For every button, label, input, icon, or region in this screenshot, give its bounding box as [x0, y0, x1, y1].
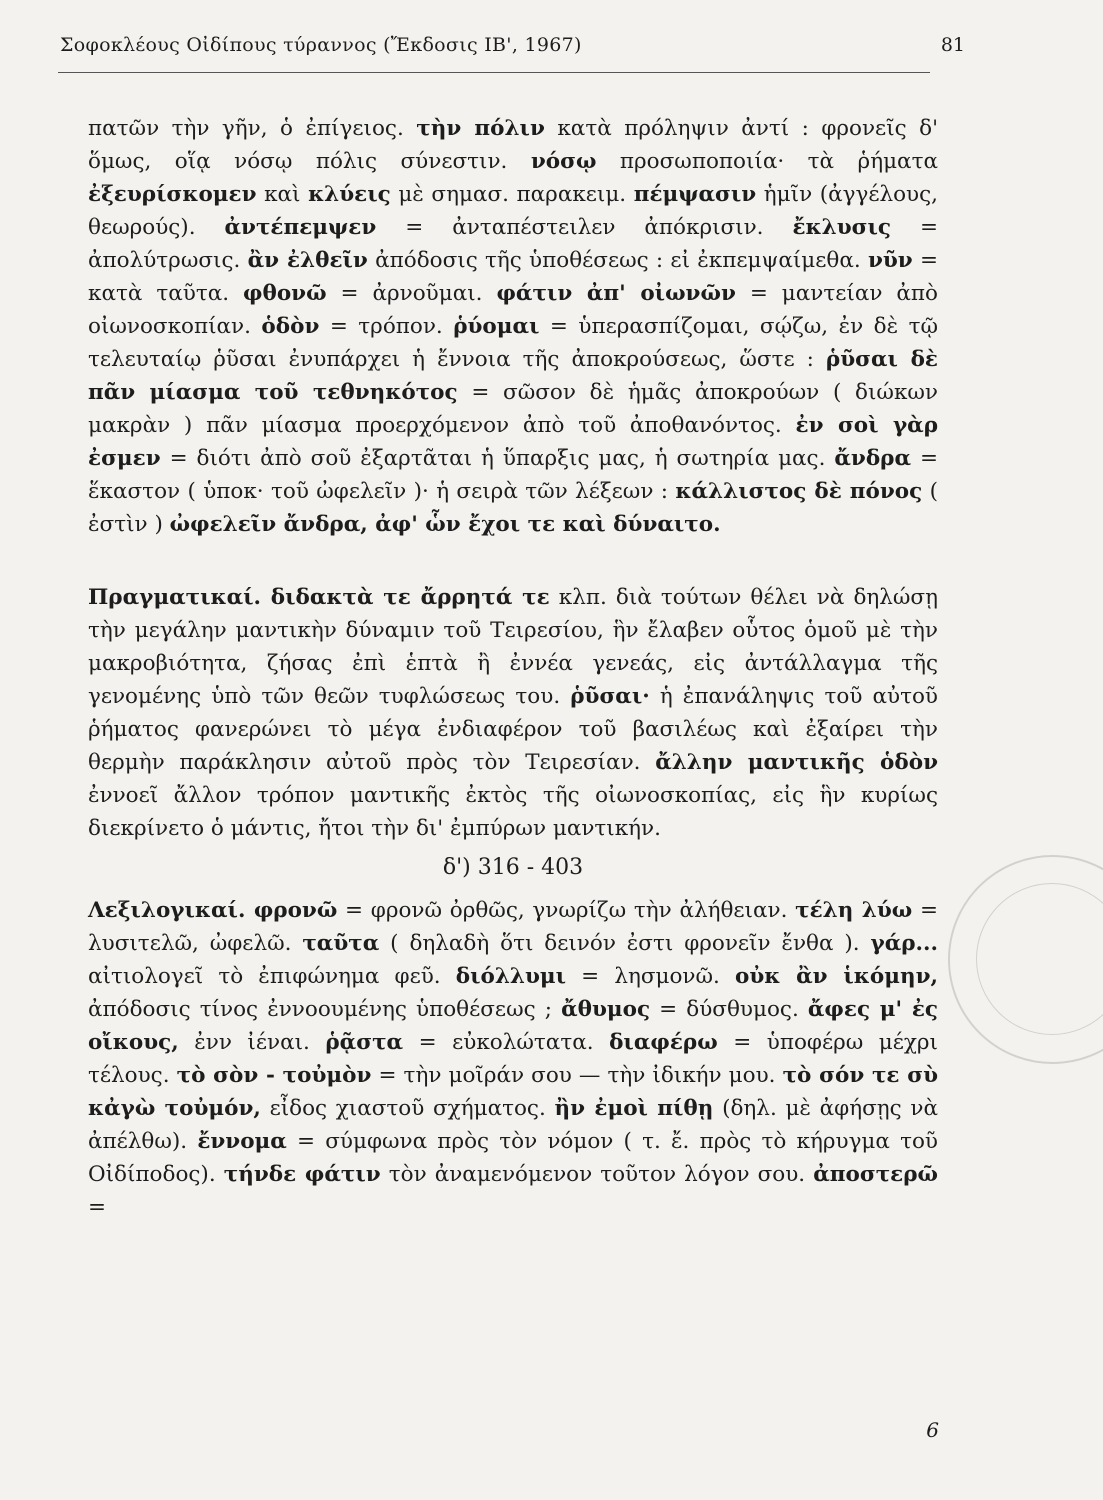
lemma-term: ἄνδρα	[834, 446, 912, 471]
paragraph-pragmatikai	[88, 581, 938, 845]
paragraph-commentary	[88, 112, 938, 541]
lemma-term: ἀντέπεμψεν	[224, 215, 377, 240]
commentary-text: = φρονῶ ὀρθῶς, γνωρίζω τὴν ἀλήθειαν.	[337, 898, 796, 923]
section-heading: δ') 316 - 403	[442, 855, 584, 880]
lemma-term: ῥῦσαι·	[570, 684, 650, 709]
lemma-term: ῥύομαι	[453, 314, 540, 339]
library-stamp-inner	[976, 883, 1103, 1035]
lemma-term: φάτιν ἀπ' οἰωνῶν	[496, 281, 736, 306]
commentary-text: = ἕκαστον ( ὑποκ· τοῦ ὠφελεῖν )· ἡ σειρὰ τῶν λέξεων :	[88, 446, 938, 504]
commentary-text: ( δηλαδὴ ὅτι δεινόν ἐστι φρονεῖν ἔνθα ).	[379, 931, 871, 956]
lemma-term: φθονῶ	[243, 281, 327, 306]
commentary-text: κατὰ πρόληψιν ἀντί : φρονεῖς δ' ὅμως, οἵᾳ νόσῳ πόλις σύνεστιν.	[88, 116, 938, 174]
lemma-term: τὸ σόν τε σὺ κἀγὼ τοὐμόν,	[88, 1063, 939, 1121]
commentary-text: = λυσιτελῶ, ὠφελῶ.	[88, 898, 938, 956]
commentary-text: μὲ σημασ. παρακειμ.	[390, 182, 634, 207]
commentary-text: εἶδος χιαστοῦ σχήματος.	[260, 1096, 555, 1121]
commentary-text: (δηλ. μὲ ἀφήσῃς νὰ ἀπέλθω).	[88, 1096, 939, 1154]
commentary-text: = ἀρνοῦμαι.	[326, 281, 497, 306]
commentary-text: ἐννοεῖ ἄλλον τρόπον μαντικῆς ἐκτὸς τῆς οἰωνοσκοπίας, εἰς ἣν κυρίως διεκρίνετο ὁ μάντις, ἤτοι τὴν δι' ἐμπύρων μαντικήν.	[88, 783, 938, 841]
lemma-term: ἢν ἐμοὶ πίθῃ	[554, 1096, 714, 1121]
commentary-text: = λησμονῶ.	[566, 964, 735, 989]
running-title: Σοφοκλέους Οἰδίπους τύραννος (Ἔκδοσις ΙΒ', 1967)	[60, 34, 582, 56]
commentary-text: = ὑπερασπίζομαι, σῴζω, ἐν δὲ τῷ τελευταίῳ ῥῦσαι ἐνυπάρχει ἡ ἔννοια τῆς ἀποκρούσεως, ὥστε :	[88, 314, 938, 372]
commentary-text: προσωποποιία· τὰ ῥήματα	[596, 149, 938, 174]
commentary-text: καὶ	[256, 182, 309, 207]
commentary-text: = τὴν μοῖράν σου — τὴν ἰδικήν μου.	[371, 1063, 783, 1088]
lemma-term: οὐκ ἂν ἱκόμην,	[734, 964, 938, 989]
signature-number: 6	[926, 1418, 939, 1442]
lemma-term: ἄθυμος	[561, 997, 651, 1022]
lemma-term: ἔννομα	[197, 1129, 287, 1154]
commentary-text: = ἀπολύτρωσις.	[88, 215, 938, 273]
lemma-term: διαφέρω	[609, 1030, 718, 1055]
commentary-text: = μαντείαν ἀπὸ οἰωνοσκοπίαν.	[88, 281, 938, 339]
lemma-term: ἄλλην μαντικῆς ὁδὸν	[655, 750, 938, 775]
lemma-term: ἐν σοὶ γὰρ ἐσμεν	[88, 413, 939, 471]
lemma-term: ταῦτα	[302, 931, 380, 956]
commentary-text: ἀπόδοσις τῆς ὑποθέσεως : εἰ ἐκπεμψαίμεθα.	[367, 248, 868, 273]
commentary-text: = ἀνταπέστειλεν ἀπόκρισιν.	[376, 215, 793, 240]
commentary-text: = ὑποφέρω μέχρι τέλους.	[88, 1030, 938, 1088]
lemma-term: τὴν πόλιν	[416, 116, 545, 141]
lemma-term: διόλλυμι	[455, 964, 567, 989]
lemma-term: κάλλιστος δὲ πόνος	[675, 479, 923, 504]
commentary-text: = σύμφωνα πρὸς τὸν νόμον ( τ. ἔ. πρὸς τὸ κήρυγμα τοῦ Οἰδίποδος).	[88, 1129, 938, 1187]
lemma-term: γάρ...	[870, 931, 939, 956]
header-rule	[58, 72, 930, 73]
lemma-term: ῥᾷστα	[325, 1030, 404, 1055]
lemma-term: ὁδὸν	[261, 314, 320, 339]
lemma-term: τὸ σὸν - τοὐμὸν	[176, 1063, 372, 1088]
lemma-term: Λεξιλογικαί. φρονῶ	[88, 898, 338, 923]
commentary-text: = σῶσον δὲ ἡμᾶς ἀποκρούων ( διώκων μακρὰν ) πᾶν μίασμα προερχόμενον ἀπὸ τοῦ ἀποθανόντος.	[88, 380, 938, 438]
commentary-text: ( ἐστὶν )	[88, 479, 938, 537]
lemma-term: ἂν ἐλθεῖν	[247, 248, 368, 273]
lemma-term: ὠφελεῖν ἄνδρα, ἀφ' ὧν ἔχοι τε καὶ δύναιτο.	[169, 512, 721, 537]
commentary-text: = τρόπον.	[319, 314, 454, 339]
lemma-term: πέμψασιν	[633, 182, 757, 207]
commentary-text: πατῶν τὴν γῆν, ὁ ἐπίγειος.	[88, 116, 417, 141]
commentary-text: =	[88, 1195, 107, 1220]
commentary-text: ἐνν ἰέναι.	[178, 1030, 326, 1055]
page-number: 81	[940, 34, 965, 56]
body-text	[88, 112, 938, 1224]
commentary-text: = διότι ἀπὸ σοῦ ἐξαρτᾶται ἡ ὕπαρξις μας, ἡ σωτηρία μας.	[160, 446, 835, 471]
lemma-term: κλύεις	[308, 182, 391, 207]
lemma-term: νόσῳ	[530, 149, 597, 174]
commentary-text: = δύσθυμος.	[650, 997, 808, 1022]
lemma-term: τέλη λύω	[795, 898, 913, 923]
lemma-term: νῦν	[867, 248, 913, 273]
commentary-text: κλπ. διὰ τούτων θέλει νὰ δηλώσῃ τὴν μεγάλην μαντικὴν δύναμιν τοῦ Τειρεσίου, ἣν ἔλαβεν οὗτος ὁμοῦ μὲ τὴν μακροβιότητα, ζήσας ἐπὶ ἑπτὰ ἢ ἐννέα γενεάς, εἰς ἀντάλλαγμα τῆς γενομένης ὑπὸ τῶν θεῶν τυφλώσεως του.	[88, 585, 938, 709]
lemma-term: τήνδε φάτιν	[223, 1162, 381, 1187]
library-stamp	[948, 855, 1103, 1064]
lemma-term: ῥῦσαι δὲ πᾶν μίασμα τοῦ τεθνηκότος	[88, 347, 938, 405]
lemma-term: ἀποστερῶ	[813, 1162, 938, 1187]
lemma-term: ἐξευρίσκομεν	[88, 182, 257, 207]
commentary-text: αἰτιολογεῖ τὸ ἐπιφώνημα φεῦ.	[88, 964, 456, 989]
commentary-text: = κατὰ ταῦτα.	[88, 248, 938, 306]
commentary-text: = εὐκολώτατα.	[403, 1030, 610, 1055]
commentary-text: ἡ ἐπανάληψις τοῦ αὐτοῦ ῥήματος φανερώνει τὸ μέγα ἐνδιαφέρον τοῦ βασιλέως καὶ ἐξαίρει τὴν θερμὴν παράκλησιν αὐτοῦ πρὸς τὸν Τειρεσίαν.	[88, 684, 938, 775]
commentary-text: τὸν ἀναμενόμενον τοῦτον λόγον σου.	[380, 1162, 814, 1187]
paragraph-lexilogikai	[88, 894, 938, 1224]
commentary-text: ἀπόδοσις τίνος ἐννοουμένης ὑποθέσεως ;	[88, 997, 562, 1022]
commentary-text: ἡμῖν (ἀγγέλους, θεωρούς).	[88, 182, 938, 240]
lemma-term: ἔκλυσις	[792, 215, 892, 240]
lemma-term: ἄφες μ' ἐς οἴκους,	[88, 997, 939, 1055]
lemma-term: Πραγματικαί. διδακτὰ τε ἄρρητά τε	[88, 585, 550, 610]
